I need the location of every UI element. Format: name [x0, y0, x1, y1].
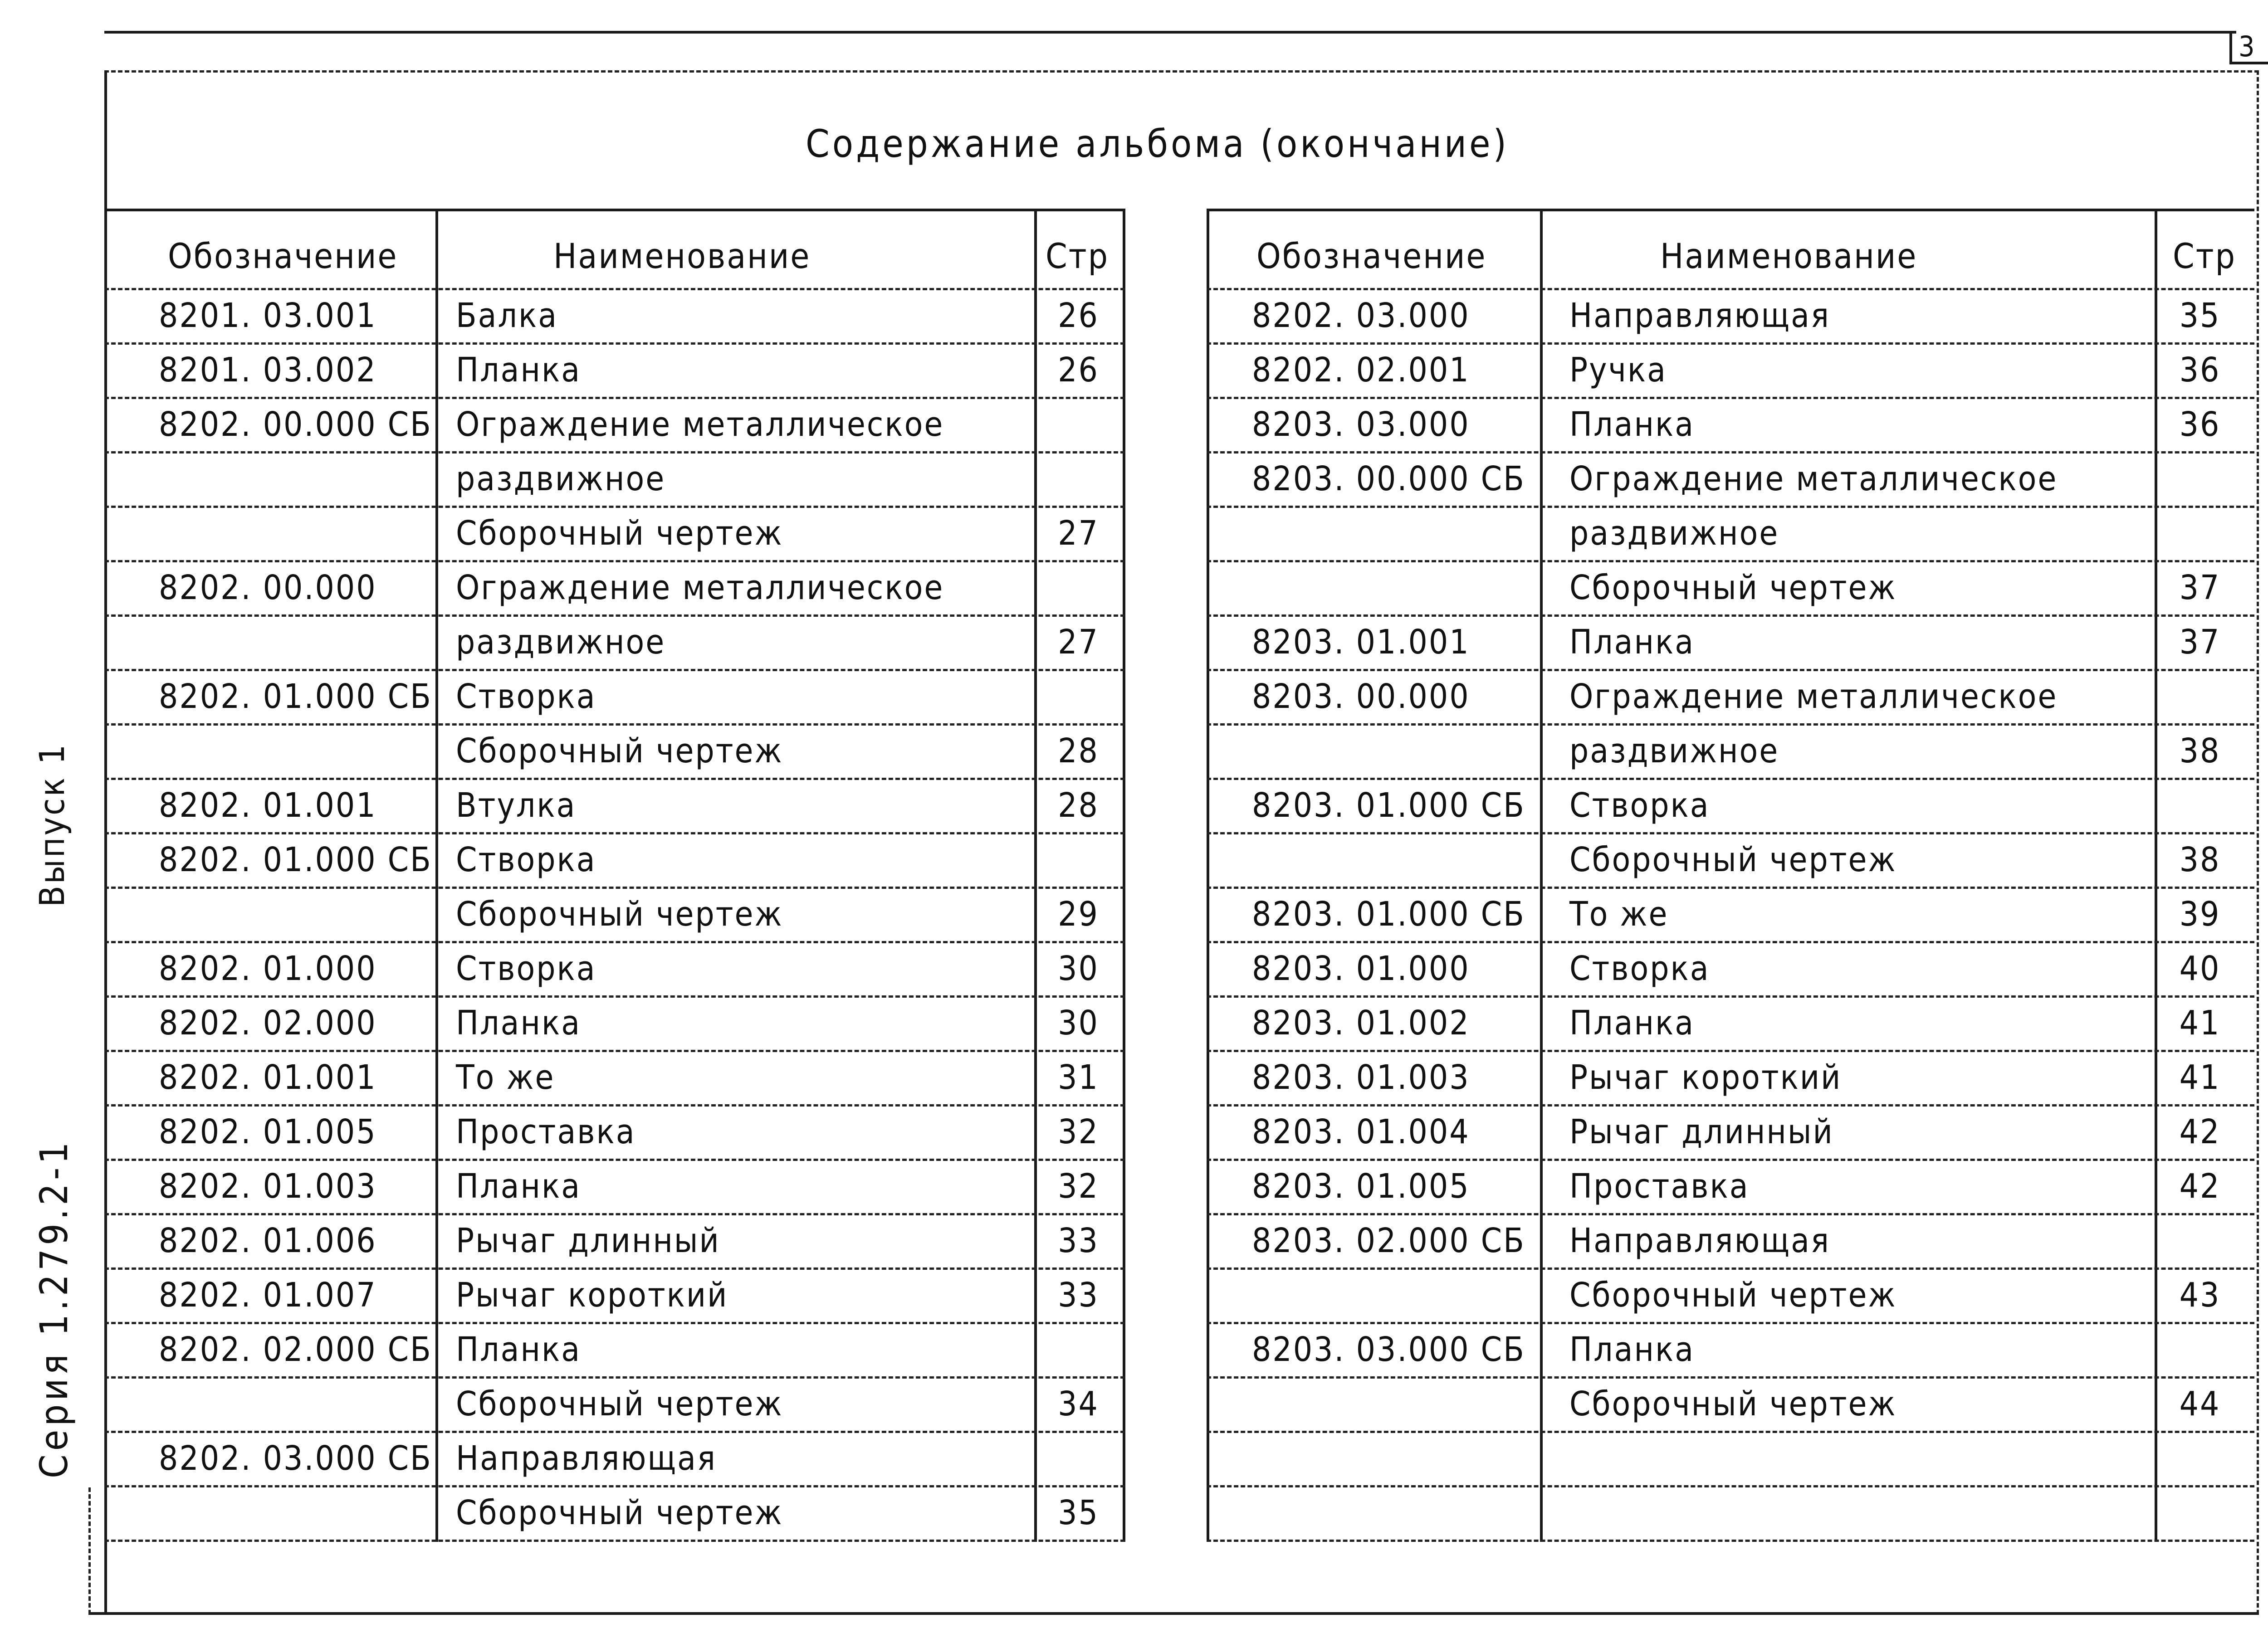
table-row — [104, 1050, 1125, 1104]
row-code: 8203. 03.000 СБ — [1252, 1330, 1525, 1369]
row-name: Ограждение металлическое — [1569, 459, 2058, 498]
row-code: 8201. 03.002 — [159, 351, 377, 390]
table-row — [104, 887, 1125, 941]
row-name: Ручка — [1569, 351, 1667, 390]
row-name: Планка — [456, 1004, 581, 1043]
table-row — [1207, 451, 2254, 506]
row-page: 32 — [1058, 1112, 1099, 1151]
frame-left-ext — [88, 1487, 91, 1614]
row-name: Сборочный чертеж — [456, 731, 783, 770]
right-header-page: Стр — [2173, 236, 2236, 276]
table-row — [104, 1104, 1125, 1159]
table-row — [104, 832, 1125, 887]
row-page: 33 — [1058, 1221, 1099, 1260]
row-name: Планка — [1569, 1330, 1695, 1369]
table-row — [104, 288, 1125, 342]
left-table-top — [104, 209, 1125, 211]
page-number: 3 — [2239, 30, 2255, 63]
row-name: Створка — [1569, 949, 1710, 988]
row-code: 8202. 03.000 СБ — [159, 1439, 432, 1478]
row-code: 8202. 01.003 — [159, 1167, 377, 1206]
row-code: 8202. 02.000 СБ — [159, 1330, 432, 1369]
row-page: 26 — [1058, 351, 1099, 390]
table-row — [1207, 1431, 2254, 1485]
row-page: 28 — [1058, 731, 1099, 770]
table-row — [1207, 397, 2254, 451]
row-code: 8203. 00.000 — [1252, 677, 1470, 716]
top-rule — [104, 31, 2236, 34]
row-page: 42 — [2179, 1167, 2221, 1206]
row-name: Планка — [1569, 1004, 1695, 1043]
row-name: Створка — [1569, 786, 1710, 825]
row-code: 8202. 02.000 — [159, 1004, 377, 1043]
row-page: 30 — [1058, 1004, 1099, 1043]
row-code: 8202. 00.000 — [159, 568, 377, 607]
row-code: 8201. 03.001 — [159, 296, 377, 335]
table-row — [1207, 887, 2254, 941]
row-name: Направляющая — [1569, 1221, 1830, 1260]
row-name: Сборочный чертеж — [456, 514, 783, 553]
row-name: Ограждение металлическое — [1569, 677, 2058, 716]
row-code: 8203. 01.002 — [1252, 1004, 1470, 1043]
row-page: 37 — [2179, 623, 2221, 662]
table-row — [104, 342, 1125, 397]
row-page: 38 — [2179, 840, 2221, 879]
row-name: Сборочный чертеж — [456, 895, 783, 934]
table-row — [104, 1322, 1125, 1376]
left-header-page: Стр — [1046, 236, 1109, 276]
row-name: Втулка — [456, 786, 577, 825]
row-code: 8202. 00.000 СБ — [159, 405, 432, 444]
row-code: 8202. 01.000 СБ — [159, 840, 432, 879]
row-name: Створка — [456, 949, 596, 988]
row-name: То же — [1569, 895, 1669, 934]
right-header-code: Обозначение — [1256, 236, 1487, 276]
row-name: Направляющая — [1569, 296, 1830, 335]
row-page: 30 — [1058, 949, 1099, 988]
table-row — [1207, 1485, 2254, 1540]
row-name: Ограждение металлическое — [456, 405, 944, 444]
table-row — [1207, 941, 2254, 995]
row-name: Сборочный чертеж — [1569, 840, 1897, 879]
row-name: Планка — [1569, 405, 1695, 444]
table-row — [1207, 1267, 2254, 1322]
row-name: Створка — [456, 840, 596, 879]
table-row — [104, 1213, 1125, 1267]
table-row — [1207, 342, 2254, 397]
frame-right — [2257, 70, 2259, 1614]
frame-top — [104, 70, 2259, 73]
table-row — [1207, 1104, 2254, 1159]
table-row — [104, 451, 1125, 506]
row-code: 8202. 01.006 — [159, 1221, 377, 1260]
row-page: 27 — [1058, 623, 1099, 662]
row-name: Планка — [456, 1330, 581, 1369]
table-row — [104, 995, 1125, 1050]
left-contents-table — [104, 209, 1125, 1542]
row-page: 42 — [2179, 1112, 2221, 1151]
row-code: 8202. 01.005 — [159, 1112, 377, 1151]
table-row — [104, 1267, 1125, 1322]
row-name: Сборочный чертеж — [1569, 1384, 1897, 1423]
row-page: 38 — [2179, 731, 2221, 770]
right-table-top — [1207, 209, 2254, 211]
table-row — [104, 778, 1125, 832]
row-code: 8202. 01.001 — [159, 786, 377, 825]
row-code: 8203. 01.001 — [1252, 623, 1470, 662]
frame-bottom — [88, 1612, 2259, 1615]
row-page: 41 — [2179, 1058, 2221, 1097]
row-name: раздвижное — [1569, 731, 1779, 770]
row-name: Сборочный чертеж — [456, 1384, 783, 1423]
row-page: 40 — [2179, 949, 2221, 988]
row-name: Проставка — [1569, 1167, 1750, 1206]
row-name: Ограждение металлическое — [456, 568, 944, 607]
row-rule — [104, 1540, 1125, 1542]
row-page: 27 — [1058, 514, 1099, 553]
row-code: 8202. 02.001 — [1252, 351, 1470, 390]
table-row — [1207, 1159, 2254, 1213]
row-page: 39 — [2179, 895, 2221, 934]
table-row — [104, 1431, 1125, 1485]
row-page: 26 — [1058, 296, 1099, 335]
right-contents-table — [1207, 209, 2254, 1542]
left-header-code: Обозначение — [168, 236, 398, 276]
table-row — [1207, 1376, 2254, 1431]
side-series-label: Серия 1.279.2-1 — [32, 1138, 76, 1478]
row-name: Рычаг длинный — [1569, 1112, 1834, 1151]
row-name: Рычаг короткий — [1569, 1058, 1842, 1097]
row-page: 36 — [2179, 351, 2221, 390]
table-row — [104, 723, 1125, 778]
table-row — [1207, 669, 2254, 723]
table-row — [104, 614, 1125, 669]
row-page: 41 — [2179, 1004, 2221, 1043]
row-code: 8202. 03.000 — [1252, 296, 1470, 335]
page-title: Содержание альбома (окончание) — [806, 122, 1509, 166]
row-page: 43 — [2179, 1276, 2221, 1315]
table-row — [1207, 778, 2254, 832]
row-page: 44 — [2179, 1384, 2221, 1423]
table-row — [104, 669, 1125, 723]
row-code: 8203. 01.003 — [1252, 1058, 1470, 1097]
table-row — [1207, 1213, 2254, 1267]
row-code: 8202. 01.000 — [159, 949, 377, 988]
row-name: раздвижное — [456, 459, 666, 498]
row-page: 29 — [1058, 895, 1099, 934]
table-row — [1207, 560, 2254, 614]
row-page: 32 — [1058, 1167, 1099, 1206]
row-page: 33 — [1058, 1276, 1099, 1315]
row-page: 31 — [1058, 1058, 1099, 1097]
row-rule — [1207, 1540, 2254, 1542]
row-code: 8203. 00.000 СБ — [1252, 459, 1525, 498]
row-code: 8203. 02.000 СБ — [1252, 1221, 1525, 1260]
table-row — [1207, 1322, 2254, 1376]
row-name: Створка — [456, 677, 596, 716]
row-name: То же — [456, 1058, 555, 1097]
table-row — [1207, 723, 2254, 778]
row-page: 28 — [1058, 786, 1099, 825]
row-name: Планка — [456, 1167, 581, 1206]
row-name: Балка — [456, 296, 558, 335]
row-page: 37 — [2179, 568, 2221, 607]
row-page: 34 — [1058, 1384, 1099, 1423]
row-name: Сборочный чертеж — [1569, 568, 1897, 607]
row-name: Рычаг короткий — [456, 1276, 728, 1315]
row-name: раздвижное — [456, 623, 666, 662]
row-page: 35 — [1058, 1493, 1099, 1532]
table-row — [104, 1376, 1125, 1431]
table-row — [104, 1485, 1125, 1540]
table-row — [1207, 832, 2254, 887]
table-row — [1207, 614, 2254, 669]
table-row — [1207, 288, 2254, 342]
row-code: 8203. 01.005 — [1252, 1167, 1470, 1206]
table-row — [1207, 995, 2254, 1050]
table-row — [1207, 506, 2254, 560]
row-code: 8203. 01.000 — [1252, 949, 1470, 988]
table-row — [104, 560, 1125, 614]
row-name: Планка — [1569, 623, 1695, 662]
table-row — [104, 506, 1125, 560]
row-name: Направляющая — [456, 1439, 717, 1478]
row-code: 8203. 01.004 — [1252, 1112, 1470, 1151]
row-code: 8203. 03.000 — [1252, 405, 1470, 444]
table-row — [104, 1159, 1125, 1213]
row-code: 8202. 01.007 — [159, 1276, 377, 1315]
row-name: Планка — [456, 351, 581, 390]
row-code: 8203. 01.000 СБ — [1252, 895, 1525, 934]
row-code: 8203. 01.000 СБ — [1252, 786, 1525, 825]
right-header-name: Наименование — [1660, 236, 1918, 276]
row-page: 36 — [2179, 405, 2221, 444]
row-code: 8202. 01.001 — [159, 1058, 377, 1097]
table-row — [104, 397, 1125, 451]
table-row — [1207, 1050, 2254, 1104]
side-issue-label: Выпуск 1 — [32, 742, 72, 907]
table-row — [104, 941, 1125, 995]
row-page: 35 — [2179, 296, 2221, 335]
row-name: раздвижное — [1569, 514, 1779, 553]
row-code: 8202. 01.000 СБ — [159, 677, 432, 716]
row-name: Рычаг длинный — [456, 1221, 720, 1260]
left-header-name: Наименование — [553, 236, 811, 276]
row-name: Проставка — [456, 1112, 636, 1151]
row-name: Сборочный чертеж — [1569, 1276, 1897, 1315]
page-number-tick — [2229, 31, 2232, 63]
row-name: Сборочный чертеж — [456, 1493, 783, 1532]
